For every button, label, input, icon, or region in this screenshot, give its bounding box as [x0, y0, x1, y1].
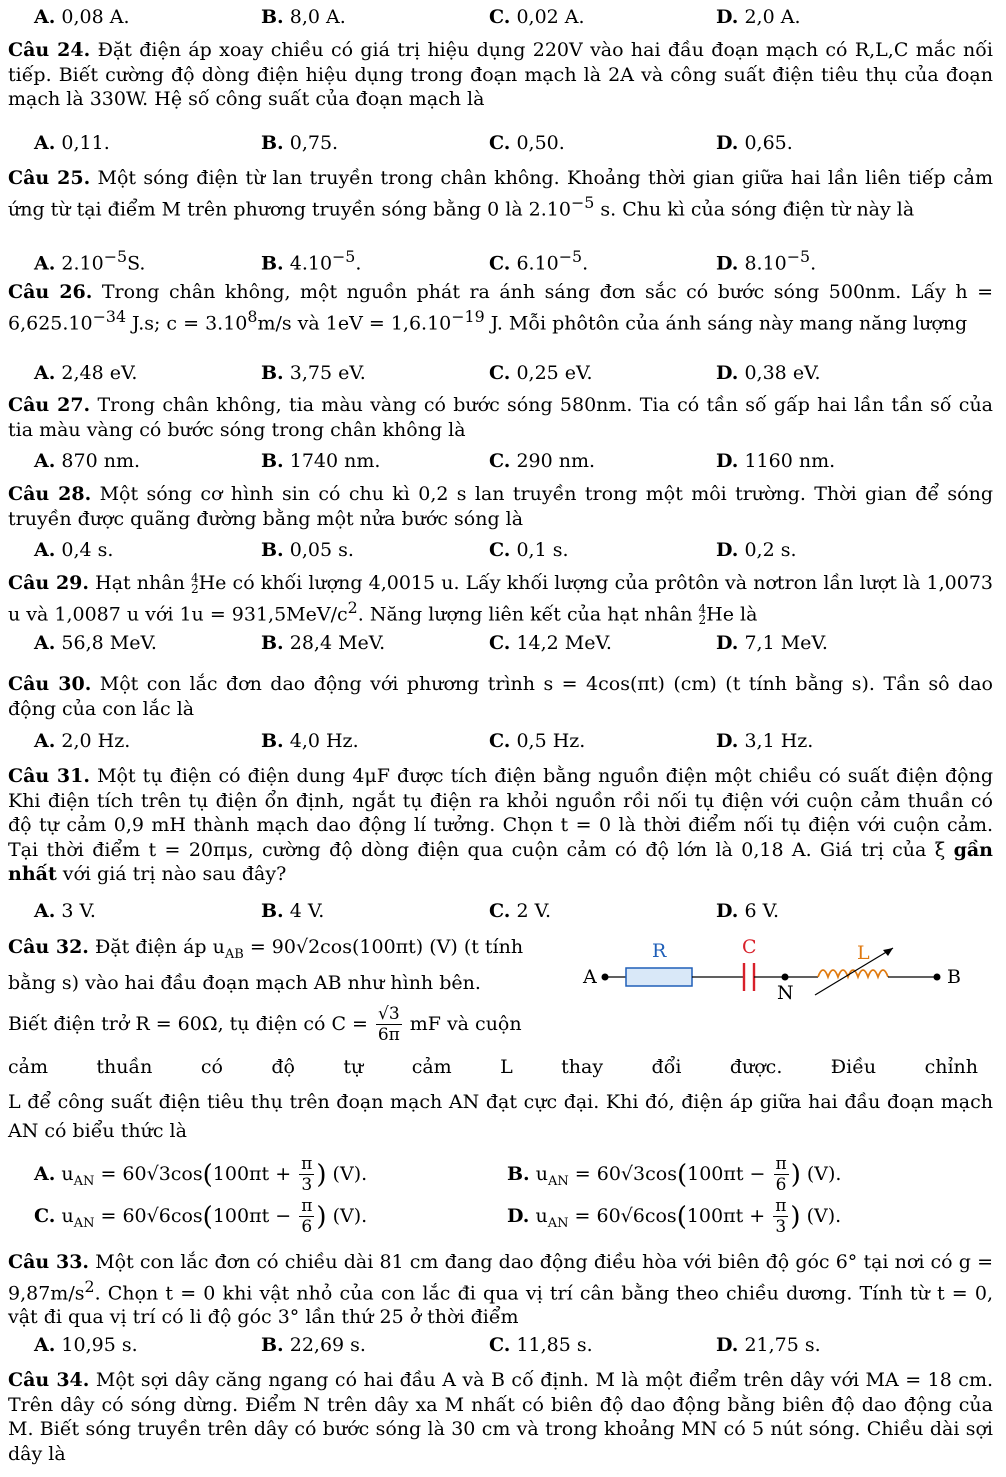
circuit-diagram — [575, 935, 975, 1005]
q29-stem: Câu 29. Hạt nhân 4 2 He có khối lượng 4,0015 u. Lấy khối lượng của prôtôn và nơtron lần lượt là 1,0073 u và 1,0087 u với $1u = 931,5MeV/c^2$. Năng lượng liên kết của hạt nhân 4 2 He là — [8, 571, 994, 627]
q23-option-a[interactable]: A. 0,08 A. — [34, 6, 130, 28]
q28-option-c[interactable]: C. 0,1 s. — [489, 539, 569, 561]
q29-option-d[interactable]: D. 7,1 MeV. — [716, 632, 828, 654]
q30-number: Câu 30. — [8, 673, 92, 695]
q23-option-c[interactable]: C. 0,02 A. — [489, 6, 585, 28]
q33-number: Câu 33. — [8, 1251, 90, 1273]
q29-option-c[interactable]: C. 14,2 MeV. — [489, 632, 612, 654]
q31-option-b[interactable]: B. 4 V. — [261, 900, 325, 922]
q26-option-b[interactable]: B. 3,75 eV. — [261, 362, 366, 384]
q31-option-a[interactable]: A. 3 V. — [34, 900, 96, 922]
terminal-b-label: B — [947, 966, 961, 988]
q32-option-c[interactable]: C. $u_{AN} = 60√6\cos(100\pi t$ − $\frac{\pi}{6}$ ) (V). — [34, 1196, 368, 1237]
q28-option-a[interactable]: A. 0,4 s. — [34, 539, 114, 561]
q32-option-d[interactable]: D. $u_{AN} = 60√6\cos(100\pi t$ + $\frac{\pi}{3}$ ) (V). — [507, 1196, 842, 1237]
capacitance-fraction: $\frac{√3}{6\pi}$ — [377, 1004, 400, 1045]
q32-option-a[interactable]: A. $u_{AN} = 60√3\cos(100\pi t$ + $\frac{\pi}{3}$ ) (V). — [34, 1154, 368, 1195]
q25-stem: Câu 25. Một sóng điện từ lan truyền trong chân không. Khoảng thời gian giữa hai lần liên tiếp cảm ứng từ tại điểm M trên phương truyền sóng bằng 0 là $2.10^{-5}$ s. Chu kì của sóng điện từ này là — [8, 167, 993, 220]
inductor-label: L — [857, 942, 870, 964]
q25-option-a[interactable]: A. $2.10^{-5}S$. — [34, 247, 146, 275]
q32-line-3: Biết điện trở R = 60Ω, tụ điện có C = $\frac{√3}{6\pi}$ mF và cuộn — [8, 1004, 522, 1045]
q28-number: Câu 28. — [8, 483, 92, 505]
q34-number: Câu 34. — [8, 1369, 90, 1391]
q23-options — [34, 4, 994, 30]
q29-option-a[interactable]: A. 56,8 MeV. — [34, 632, 157, 654]
q27-option-c[interactable]: C. 290 nm. — [489, 450, 596, 472]
terminal-b-dot — [934, 974, 941, 981]
q23-option-b[interactable]: B. 8,0 A. — [261, 6, 346, 28]
q32-line-5: L để công suất điện tiêu thụ trên đoạn mạch AN đạt cực đại. Khi đó, điện áp giữa hai đầu đoạn mạch AN có biểu thức là — [8, 1091, 993, 1142]
q31-stem: Câu 31. Một tụ điện có điện dung 4μF được tích điện bằng nguồn điện một chiều có suất điện động Khi điện tích trên tụ điện ổn định, ngắt tụ điện ra khỏi nguồn rồi nối tụ điện với cuộn cảm thuần có độ tự cảm 0,9 mH thành mạch dao động lí tưởng. Chọn t = 0 là thời điểm nối tụ điện với cuộn cảm. Tại thời điểm t = 20πμs, cường độ dòng điện qua cuộn cảm có độ lớn là 0,18 A. Giá trị của ξ gần nhất với giá trị nào sau đây? — [8, 765, 993, 885]
q27-option-b[interactable]: B. 1740 nm. — [261, 450, 381, 472]
resistor — [626, 968, 692, 986]
q30-options — [34, 728, 994, 754]
q25-options — [34, 244, 994, 275]
q31-option-d[interactable]: D. 6 V. — [716, 900, 780, 922]
q32-line-2: bằng s) vào hai đầu đoạn mạch AB như hình bên. — [8, 972, 481, 994]
q30-option-c[interactable]: C. 0,5 Hz. — [489, 730, 586, 752]
q28-option-d[interactable]: D. 0,2 s. — [716, 539, 797, 561]
q26-option-d[interactable]: D. 0,38 eV. — [716, 362, 821, 384]
resistor-label: R — [652, 940, 667, 962]
q29-option-b[interactable]: B. 28,4 MeV. — [261, 632, 386, 654]
q24-options — [34, 130, 994, 156]
q27-option-a[interactable]: A. 870 nm. — [34, 450, 141, 472]
q33-option-c[interactable]: C. 11,85 s. — [489, 1334, 593, 1356]
q25-option-b[interactable]: B. $4.10^{-5}$. — [261, 247, 362, 275]
q25-option-d[interactable]: D. $8.10^{-5}$. — [716, 247, 817, 275]
q24-number: Câu 24. — [8, 39, 91, 61]
q33-option-b[interactable]: B. 22,69 s. — [261, 1334, 366, 1356]
q24-stem: Câu 24. Đặt điện áp xoay chiều có giá trị hiệu dụng 220V vào hai đầu đoạn mạch có R,L,C mắc nối tiếp. Biết cường độ dòng điện hiệu dụng trong đoạn mạch là 2A và công suất điện tiêu thụ của đoạn mạch là 330W. Hệ số công suất của đoạn mạch là — [8, 39, 993, 110]
q32-number: Câu 32. — [8, 936, 89, 958]
q26-option-a[interactable]: A. 2,48 eV. — [34, 362, 138, 384]
q28-options — [34, 537, 994, 563]
node-n-dot — [782, 974, 789, 981]
q30-option-d[interactable]: D. 3,1 Hz. — [716, 730, 814, 752]
q29-options — [34, 630, 994, 656]
q30-stem: Câu 30. Một con lắc đơn dao động với phương trình s = 4cos(πt) (cm) (t tính bằng s). Tần sô dao động của con lắc là — [8, 673, 993, 720]
q32-line-4: cảm thuần có độ tự cảm L thay đổi được. Điều chỉnh — [8, 1056, 978, 1078]
node-n-label: N — [777, 982, 794, 1004]
capacitor-label: C — [742, 936, 757, 958]
q30-option-b[interactable]: B. 4,0 Hz. — [261, 730, 359, 752]
q32-options-row-1 — [34, 1154, 994, 1195]
q24-option-d[interactable]: D. 0,65. — [716, 132, 793, 154]
q24-option-c[interactable]: C. 0,50. — [489, 132, 565, 154]
inductor-coil — [818, 970, 888, 977]
q31-number: Câu 31. — [8, 765, 90, 787]
q33-option-a[interactable]: A. 10,95 s. — [34, 1334, 138, 1356]
q26-stem: Câu 26. Trong chân không, một nguồn phát ra ánh sáng đơn sắc có bước sóng 500nm. Lấy $h = 6,625.10^{-34}$ J.s; $c = 3.10^8m/s$ và $1eV = 1,6.10^{-19}$ J. Mỗi phôtôn của ánh sáng này mang năng lượng — [8, 281, 993, 334]
q32-options-row-2 — [34, 1196, 994, 1237]
q26-options — [34, 360, 994, 386]
q25-option-c[interactable]: C. $6.10^{-5}$. — [489, 247, 589, 275]
q23-option-d[interactable]: D. 2,0 A. — [716, 6, 801, 28]
q28-stem: Câu 28. Một sóng cơ hình sin có chu kì 0,2 s lan truyền trong một môi trường. Thời gian để sóng truyền được quãng đường bằng một nửa bước sóng là — [8, 483, 993, 530]
q33-option-d[interactable]: D. 21,75 s. — [716, 1334, 821, 1356]
q32-line-1: Câu 32. Đặt điện áp $u_{AB} = 90√2\cos(100\pi t)$ (V) (t tính — [8, 936, 524, 962]
q33-options — [34, 1332, 994, 1358]
q24-option-a[interactable]: A. 0,11. — [34, 132, 110, 154]
q31-option-c[interactable]: C. 2 V. — [489, 900, 552, 922]
q26-option-c[interactable]: C. 0,25 eV. — [489, 362, 593, 384]
q25-number: Câu 25. — [8, 167, 91, 189]
terminal-a-label: A — [583, 966, 597, 988]
q34-stem: Câu 34. Một sợi dây căng ngang có hai đầu A và B cố định. M là một điểm trên dây với MA = 18 cm. Trên dây có sóng dừng. Điểm N trên dây xa M nhất có biên độ dao động bằng biên độ dao động của M. Biết sóng truyền trên dây có bước sóng là 30 cm và trong khoảng MN có 5 nút sóng. Chiều dài sợi dây là — [8, 1369, 994, 1465]
q24-option-b[interactable]: B. 0,75. — [261, 132, 339, 154]
q27-number: Câu 27. — [8, 394, 91, 416]
q31-options — [34, 898, 994, 924]
q32-option-b[interactable]: B. $u_{AN} = 60√3\cos(100\pi t$ − $\frac{\pi}{6}$ ) (V). — [507, 1154, 842, 1195]
variable-arrow-head — [883, 948, 893, 956]
q27-stem: Câu 27. Trong chân không, tia màu vàng có bước sóng 580nm. Tia có tần số gấp hai lần tần số của tia màu vàng có bước sóng trong chân không là — [8, 394, 994, 441]
q27-options — [34, 448, 994, 474]
q30-option-a[interactable]: A. 2,0 Hz. — [34, 730, 131, 752]
q29-number: Câu 29. — [8, 572, 90, 594]
q28-option-b[interactable]: B. 0,05 s. — [261, 539, 354, 561]
q27-option-d[interactable]: D. 1160 nm. — [716, 450, 836, 472]
q33-stem: Câu 33. Một con lắc đơn có chiều dài 81 cm đang dao động điều hòa với biên độ góc 6° tại nơi có $g = 9,87m/s^2$. Chọn t = 0 khi vật nhỏ của con lắc đi qua vị trí cân bằng theo chiều dương. Tính từ t = 0, vật đi qua vị trí có li độ góc 3° lần thứ 25 ở thời điểm — [8, 1251, 993, 1329]
q26-number: Câu 26. — [8, 281, 93, 303]
